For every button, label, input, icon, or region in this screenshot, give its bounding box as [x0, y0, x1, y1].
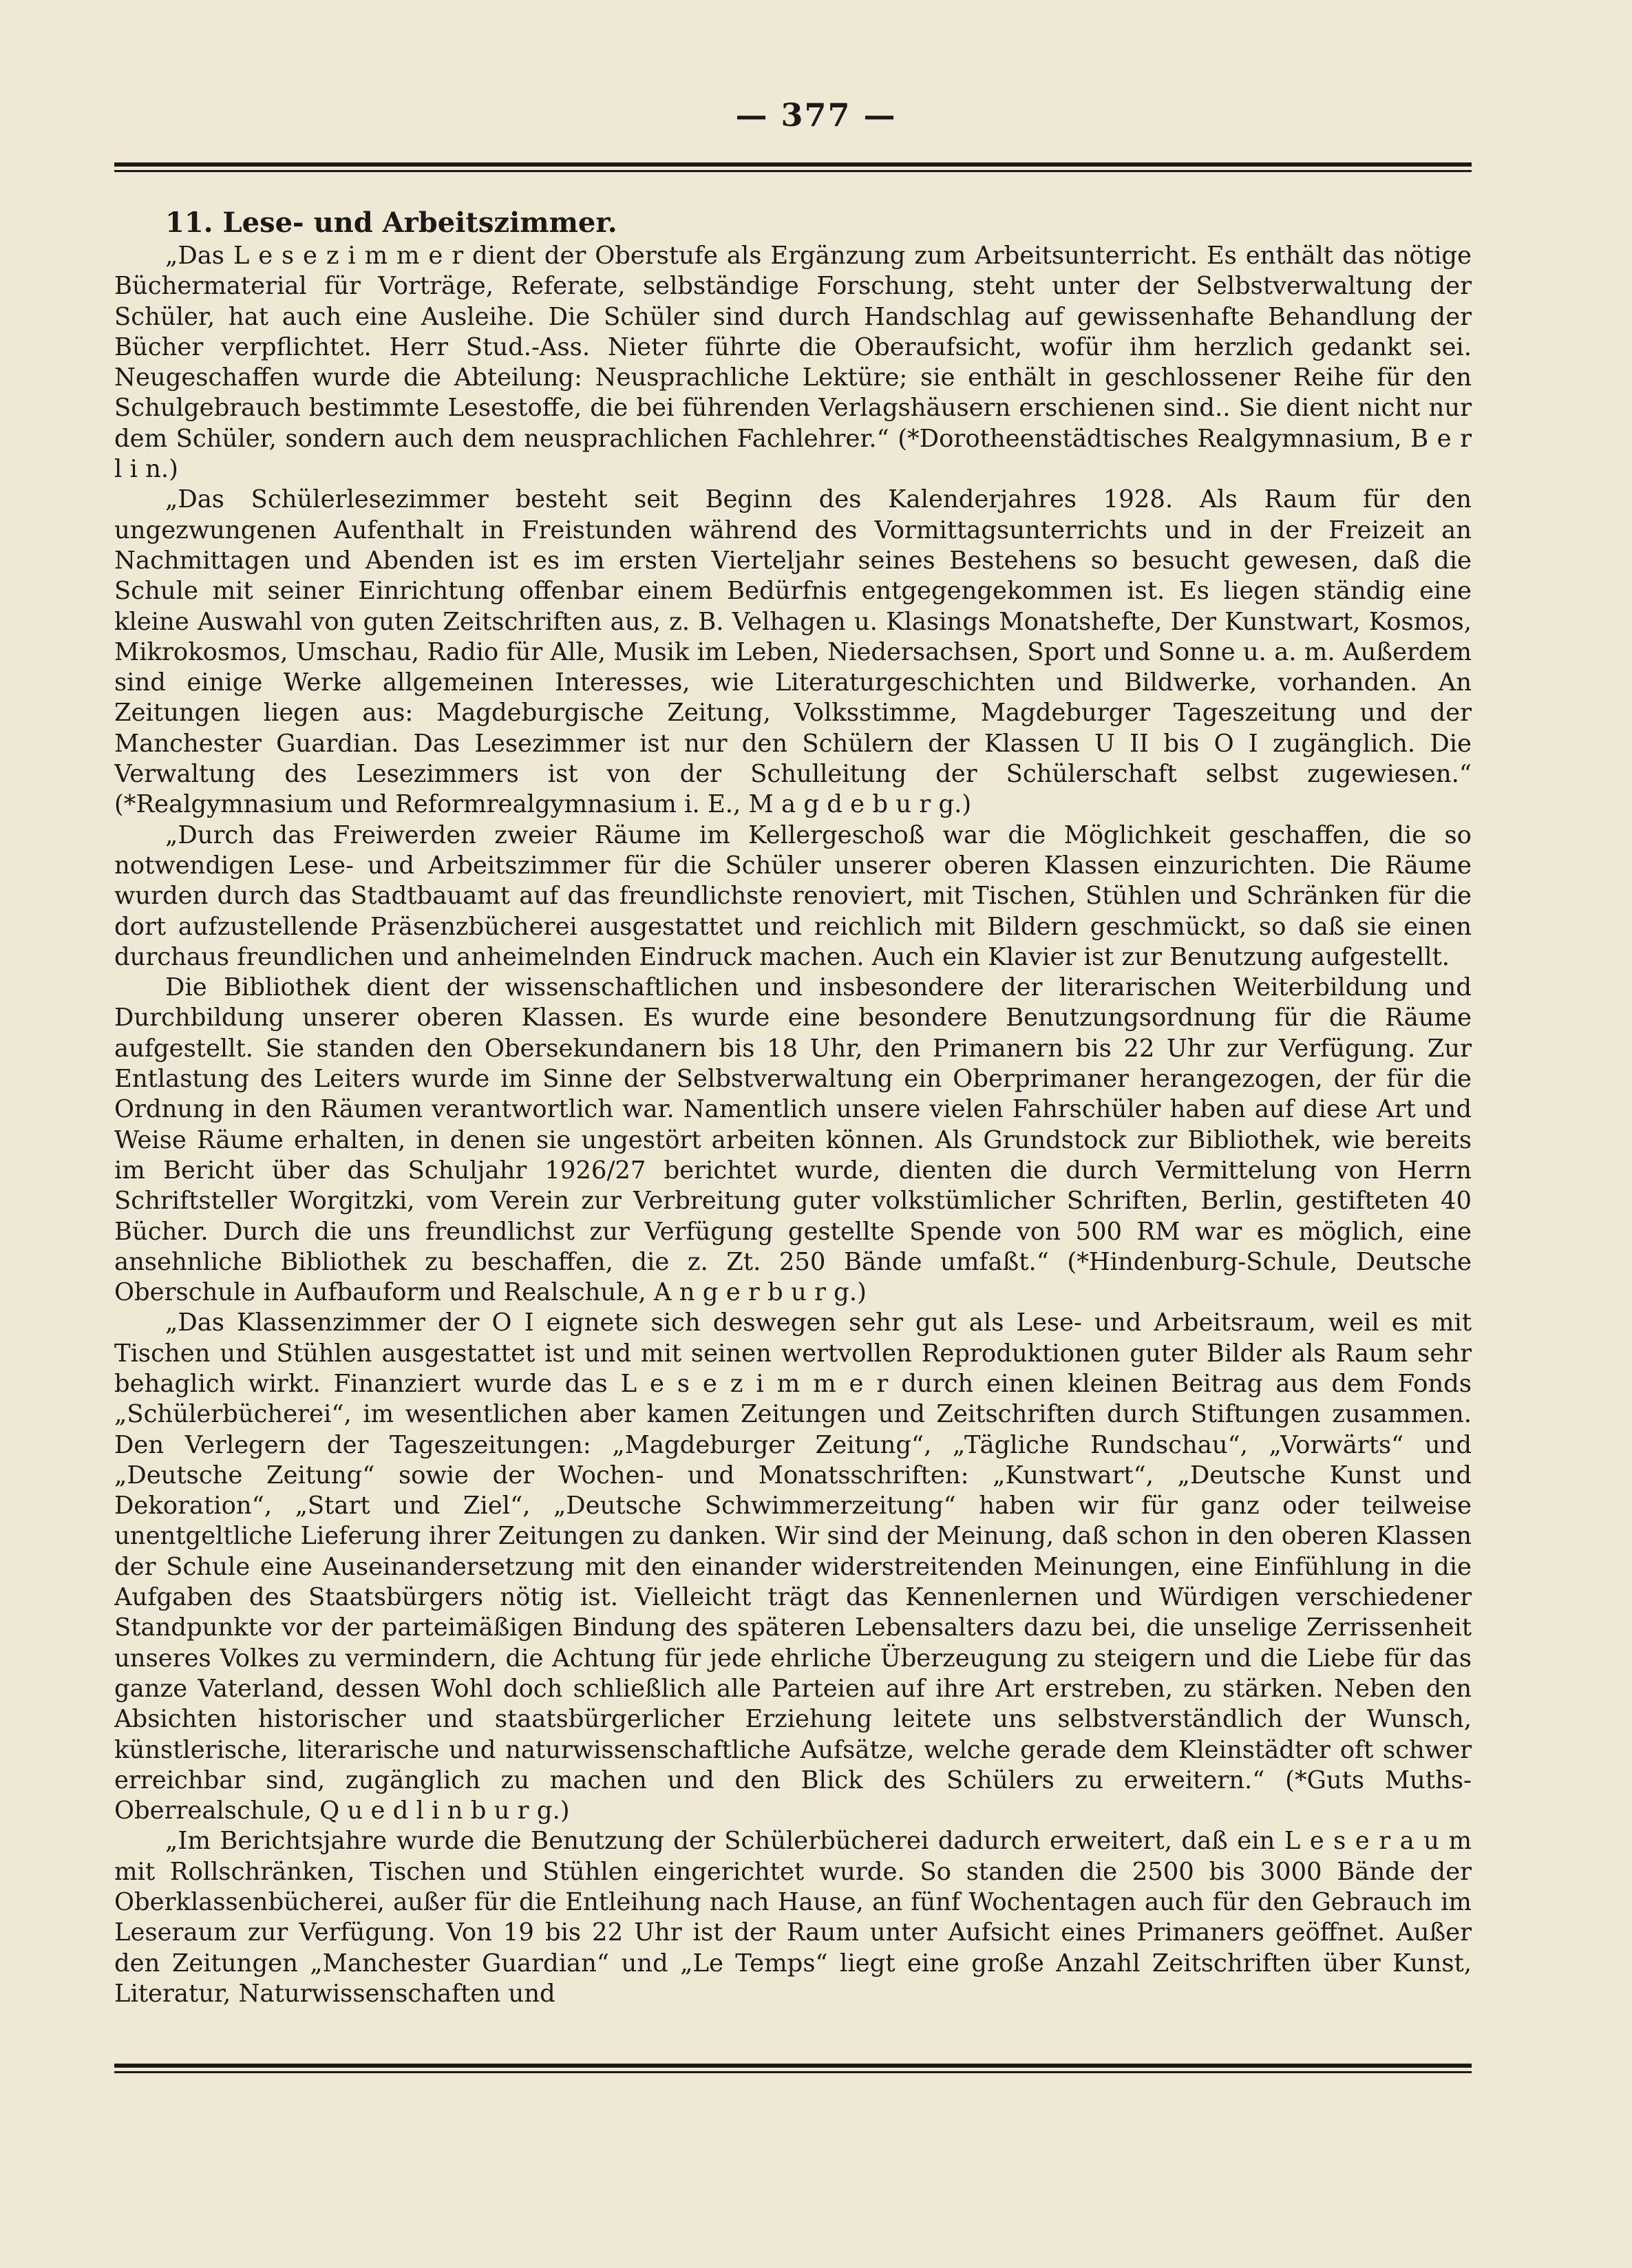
- paragraph-angerburg-rooms: „Durch das Freiwerden zweier Räume im Kellergeschoß war die Möglichkeit geschaffen, die so notwendigen Lese- und Arbeitszimmer für die Schüler unserer oberen Klassen einzurichten. Die Räume wurden durch das Stadtbauamt auf das freundlichste renoviert, mit Tischen, Stühlen und Schränken für die dort aufzustellende Präsenzbücherei ausgestattet und reichlich mit Bildern geschmückt, so daß sie einen durchaus freundlichen und anheimelnden Eindruck machen. Auch ein Klavier ist zur Benutzung aufgestellt.: [114, 820, 1472, 971]
- top-double-rule: [114, 162, 1472, 172]
- paragraph-quedlinburg: „Das Klassenzimmer der O I eignete sich deswegen sehr gut als Lese- und Arbeitsraum, weil es mit Tischen und Stühlen ausgestattet ist und mit seinen wertvollen Reproduktionen guter Bilder als Raum sehr behaglich wirkt. Finanziert wurde das L e s e z i m m e r durch einen kleinen Beitrag aus dem Fonds „Schülerbücherei“, im wesentlichen aber kamen Zeitungen und Zeitschriften durch Stiftungen zusammen. Den Verlegern der Tageszeitungen: „Magdeburger Zeitung“, „Tägliche Rundschau“, „Vorwärts“ und „Deutsche Zeitung“ sowie der Wochen- und Monatsschriften: „Kunstwart“, „Deutsche Kunst und Dekoration“, „Start und Ziel“, „Deutsche Schwimmerzeitung“ haben wir für ganz oder teilweise unentgeltliche Lieferung ihrer Zeitungen zu danken. Wir sind der Meinung, daß schon in den oberen Klassen der Schule eine Auseinandersetzung mit den einander widerstreitenden Meinungen, eine Einfühlung in die Aufgaben des Staatsbürgers nötig ist. Vielleicht trägt das Kennenlernen und Würdigen verschiedener Standpunkte vor der parteimäßigen Bindung des späteren Lebensalters dazu bei, die unselige Zerrissenheit unseres Volkes zu vermindern, die Achtung für jede ehrliche Überzeugung zu steigern und die Liebe für das ganze Vaterland, dessen Wohl doch schließlich alle Parteien auf ihre Art erstreben, zu stärken. Neben den Absichten historischer und staatsbürgerlicher Erziehung leitete uns selbstverständlich der Wunsch, künstlerische, literarische und naturwissenschaftliche Aufsätze, welche gerade dem Kleinstädter oft schwer erreichbar sind, zugänglich zu machen und den Blick des Schülers zu erweitern.“ (*Guts Muths-Oberrealschule, Q u e d l i n b u r g.): [114, 1308, 1472, 1825]
- paragraph-angerburg-library: Die Bibliothek dient der wissenschaftlichen und insbesondere der literarischen Weiterbildung und Durchbildung unserer oberen Klassen. Es wurde eine besondere Benutzungsordnung für die Räume aufgestellt. Sie standen den Obersekundanern bis 18 Uhr, den Primanern bis 22 Uhr zur Verfügung. Zur Entlastung des Leiters wurde im Sinne der Selbstverwaltung ein Oberprimaner herangezogen, der für die Ordnung in den Räumen verantwortlich war. Namentlich unsere vielen Fahrschüler haben auf diese Art und Weise Räume erhalten, in denen sie ungestört arbeiten können. Als Grundstock zur Bibliothek, wie bereits im Bericht über das Schuljahr 1926/27 berichtet wurde, dienten die durch Vermittelung von Herrn Schriftsteller Worgitzki, vom Verein zur Verbreitung guter volkstümlicher Schriften, Berlin, gestifteten 40 Bücher. Durch die uns freundlichst zur Verfügung gestellte Spende von 500 RM war es möglich, eine ansehnliche Bibliothek zu beschaffen, die z. Zt. 250 Bände umfaßt.“ (*Hindenburg-Schule, Deutsche Oberschule in Aufbauform und Realschule, A n g e r b u r g.): [114, 973, 1472, 1307]
- section-heading: 11. Lese- und Arbeitszimmer.: [165, 206, 617, 239]
- bottom-double-rule: [114, 2064, 1472, 2073]
- paragraph-berlin: „Das L e s e z i m m e r dient der Oberstufe als Ergänzung zum Arbeitsunterricht. Es enthält das nötige Büchermaterial für Vorträge, Referate, selbständige Forschung, steht unter der Selbstverwaltung der Schüler, hat auch eine Ausleihe. Die Schüler sind durch Handschlag auf gewissenhafte Behandlung der Bücher verpflichtet. Herr Stud.-Ass. Nieter führte die Oberaufsicht, wofür ihm herzlich gedankt sei. Neugeschaffen wurde die Abteilung: Neusprachliche Lektüre; sie enthält in geschlossener Reihe für den Schulgebrauch bestimmte Lesestoffe, die bei führenden Verlagshäusern erschienen sind.. Sie dient nicht nur dem Schüler, sondern auch dem neusprachlichen Fachlehrer.“ (*Dorotheenstädtisches Realgymnasium, B e r l i n.): [114, 242, 1472, 484]
- paragraph-magdeburg: „Das Schülerlesezimmer besteht seit Beginn des Kalenderjahres 1928. Als Raum für den ungezwungenen Aufenthalt in Freistunden während des Vormittagsunterrichts und in der Freizeit an Nachmittagen und Abenden ist es im ersten Vierteljahr seines Bestehens so besucht gewesen, daß die Schule mit seiner Einrichtung offenbar einem Bedürfnis entgegengekommen ist. Es liegen ständig eine kleine Auswahl von guten Zeitschriften aus, z. B. Velhagen u. Klasings Monatshefte, Der Kunstwart, Kosmos, Mikrokosmos, Umschau, Radio für Alle, Musik im Leben, Niedersachsen, Sport und Sonne u. a. m. Außerdem sind einige Werke allgemeinen Interesses, wie Literaturgeschichten und Bildwerke, vorhanden. An Zeitungen liegen aus: Magdeburgische Zeitung, Volksstimme, Magdeburger Tageszeitung und der Manchester Guardian. Das Lesezimmer ist nur den Schülern der Klassen U II bis O I zugänglich. Die Verwaltung des Lesezimmers ist von der Schulleitung der Schülerschaft selbst zugewiesen.“ (*Realgymnasium und Reformrealgymnasium i. E., M a g d e b u r g.): [114, 485, 1472, 819]
- page-number: — 377 —: [735, 96, 897, 134]
- main-text: [114, 206, 1472, 2051]
- paragraph-leseraum: „Im Berichtsjahre wurde die Benutzung der Schülerbücherei dadurch erweitert, daß ein L e s e r a u m mit Rollschränken, Tischen und Stühlen eingerichtet wurde. So standen die 2500 bis 3000 Bände der Oberklassenbücherei, außer für die Entleihung nach Hause, an fünf Wochentagen auch für den Gebrauch im Leseraum zur Verfügung. Von 19 bis 22 Uhr ist der Raum unter Aufsicht eines Primaners geöffnet. Außer den Zeitungen „Manchester Guardian“ und „Le Temps“ liegt eine große Anzahl Zeitschriften über Kunst, Literatur, Naturwissenschaften und: [114, 1827, 1472, 2008]
